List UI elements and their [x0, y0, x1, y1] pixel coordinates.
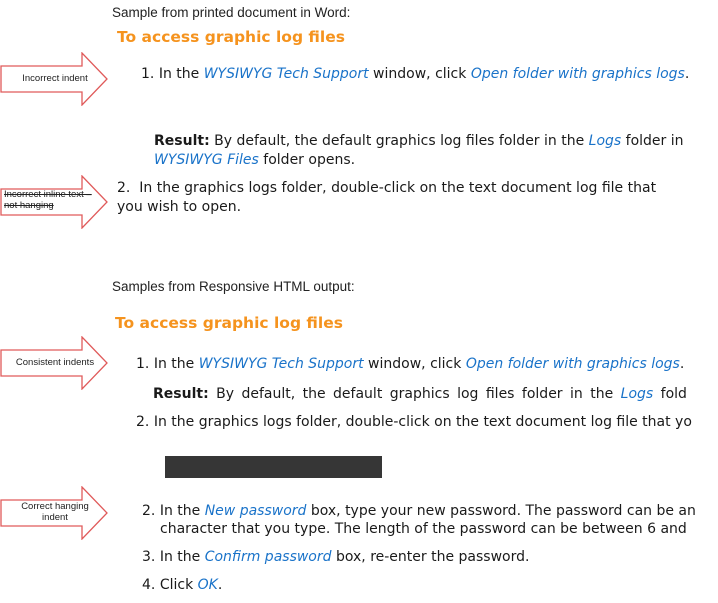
word-step-1 [141, 65, 689, 84]
callout-label-line: Incorrect inline text – [4, 189, 92, 200]
dark-bar [165, 456, 382, 478]
logs-link[interactable]: Logs [620, 386, 654, 402]
step-text: window, click [363, 356, 466, 372]
step-text: In the [159, 549, 205, 565]
step-number: 4. [142, 577, 156, 593]
html-sample-heading: To access graphic log files [115, 314, 343, 332]
tech-support-link[interactable]: WYSIWYG Tech Support [198, 356, 364, 372]
word-step-2-line-1 [117, 179, 656, 198]
step-text: In the graphics logs folder, double-click on the text document log file that yo [153, 414, 692, 430]
step-text: In the graphics logs folder, double-click on the text document log file that [139, 180, 657, 196]
result-text: fold [653, 386, 687, 402]
word-sample-caption: Sample from printed document in Word: [112, 5, 351, 20]
callout-label-line: Correct hanging [21, 501, 89, 512]
result-text: By default, the default graphics log files folder in the [209, 133, 589, 149]
step-text: Click [159, 577, 198, 593]
step-number: 2. [117, 180, 131, 196]
html-step-1 [136, 355, 718, 374]
result-label: Result: [153, 386, 209, 402]
word-result-line-2 [154, 151, 355, 170]
callout-consistent-indents [0, 336, 110, 390]
callout-label [0, 189, 100, 211]
step-text: In the [153, 356, 199, 372]
tech-support-link[interactable]: WYSIWYG Tech Support [203, 66, 369, 82]
step-number: 3. [142, 549, 156, 565]
logs-link[interactable]: Logs [588, 133, 622, 149]
callout-label [0, 501, 110, 523]
step-text: In the [159, 503, 205, 519]
callout-incorrect-inline [0, 175, 110, 229]
callout-correct-hanging [0, 486, 110, 540]
ok-link[interactable]: OK [197, 577, 218, 593]
word-step-2-line-2: you wish to open. [117, 199, 242, 215]
result-label: Result: [154, 133, 210, 149]
step-text: In the [158, 66, 204, 82]
callout-label-line: indent [42, 512, 68, 523]
html-sample-caption: Samples from Responsive HTML output: [112, 279, 355, 294]
step-text: . [217, 577, 223, 593]
step-text: . [679, 356, 685, 372]
open-folder-link[interactable]: Open folder with graphics logs [470, 66, 685, 82]
step-number: 1. [136, 356, 150, 372]
html-step-3 [142, 548, 529, 567]
step-number: 2. [136, 414, 150, 430]
step-text: box, re-enter the password. [331, 549, 530, 565]
html-step-2 [136, 413, 718, 432]
new-password-link[interactable]: New password [204, 503, 307, 519]
step-text: window, click [368, 66, 471, 82]
step-number: 1. [141, 66, 155, 82]
confirm-password-link[interactable]: Confirm password [204, 549, 332, 565]
result-text: folder in [621, 133, 684, 149]
result-text: By default, the default graphics log files folder in the [208, 386, 621, 402]
step-text: box, type your new password. The password can be an [306, 503, 696, 519]
word-sample-heading: To access graphic log files [117, 28, 345, 46]
html-step-2-password-line-2: character that you type. The length of the password can be between 6 and [160, 521, 687, 537]
callout-label: Incorrect indent [22, 73, 88, 84]
result-text: folder opens. [258, 152, 356, 168]
step-text: . [684, 66, 690, 82]
callout-label-line: not hanging [4, 200, 54, 211]
callout-incorrect-indent [0, 52, 110, 106]
wysiwyg-files-link[interactable]: WYSIWYG Files [154, 152, 259, 168]
html-step-2-password-line-1 [142, 502, 718, 521]
callout-label: Consistent indents [15, 357, 95, 368]
word-result-line-1 [154, 132, 684, 151]
open-folder-link[interactable]: Open folder with graphics logs [465, 356, 680, 372]
html-step-4 [142, 576, 222, 595]
html-result-line [153, 385, 718, 404]
step-number: 2. [142, 503, 156, 519]
